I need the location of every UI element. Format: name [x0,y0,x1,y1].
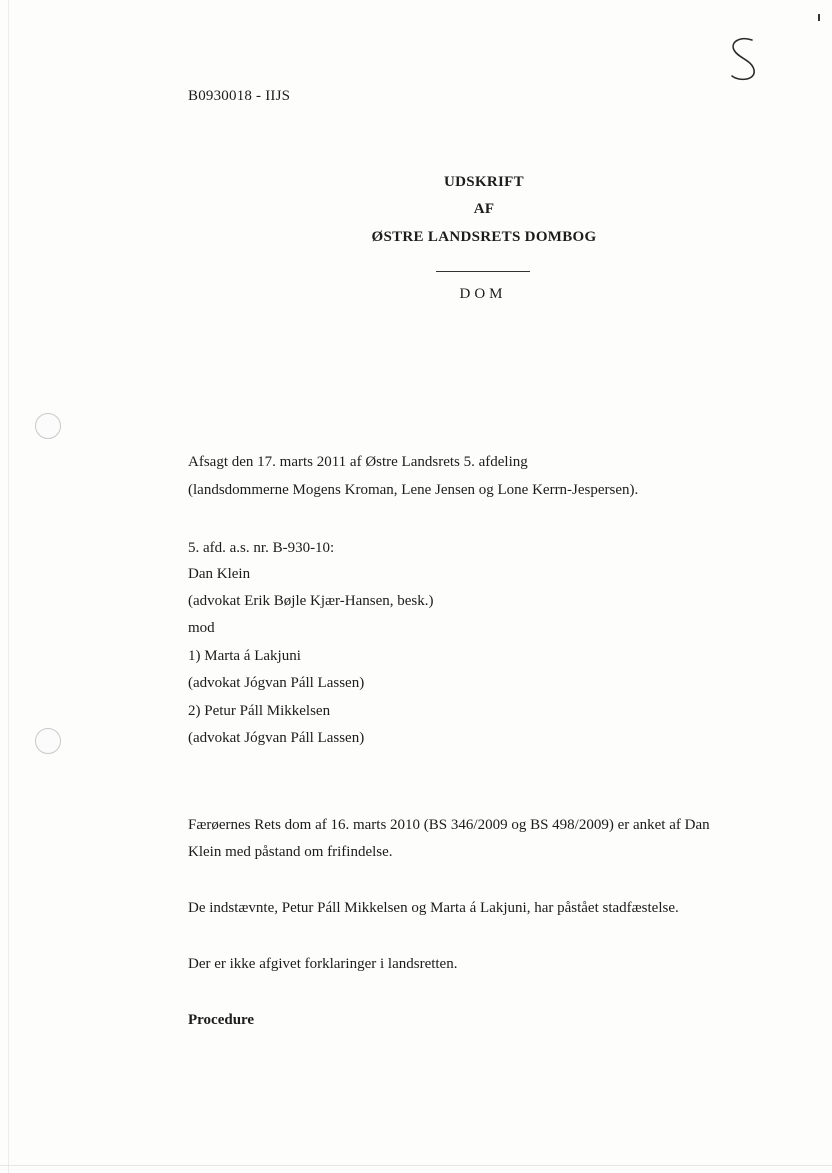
heading-divider [436,271,530,272]
scan-bottom-edge [0,1165,832,1166]
heading-dom: DOM [459,286,507,302]
punch-hole-top [35,413,61,439]
appellant-name: Dan Klein [188,566,251,582]
body-paragraph-1-line-1: Færøernes Rets dom af 16. marts 2010 (BS 346/2009 og BS 498/2009) er anket af Dan [188,817,710,833]
handwritten-page-number [722,34,762,84]
section-heading-procedure: Procedure [188,1012,255,1028]
case-reference: B0930018 - IIJS [188,88,291,104]
respondent-2-counsel: (advokat Jógvan Páll Lassen) [188,730,365,746]
body-paragraph-1-line-2: Klein med påstand om frifindelse. [188,844,393,860]
punch-hole-bottom [35,728,61,754]
versus-label: mod [188,620,215,636]
heading-af: AF [473,201,495,217]
scan-edge [8,0,9,1173]
respondent-1-name: 1) Marta á Lakjuni [188,648,301,664]
heading-court-register: ØSTRE LANDSRETS DOMBOG [371,229,597,245]
respondent-1-counsel: (advokat Jógvan Páll Lassen) [188,675,365,691]
heading-udskrift: UDSKRIFT [444,174,524,190]
case-number: 5. afd. a.s. nr. B-930-10: [188,540,335,556]
scan-tick-mark [818,14,820,21]
judges-line: (landsdommerne Mogens Kroman, Lene Jensen og Lone Kerrn-Jespersen). [188,482,639,498]
appellant-counsel: (advokat Erik Bøjle Kjær-Hansen, besk.) [188,593,434,609]
body-paragraph-3: Der er ikke afgivet forklaringer i landsretten. [188,956,458,972]
body-paragraph-2: De indstævnte, Petur Páll Mikkelsen og Marta á Lakjuni, har påstået stadfæstelse. [188,900,679,916]
respondent-2-name: 2) Petur Páll Mikkelsen [188,703,331,719]
verdict-date-line: Afsagt den 17. marts 2011 af Østre Landsrets 5. afdeling [188,454,528,470]
